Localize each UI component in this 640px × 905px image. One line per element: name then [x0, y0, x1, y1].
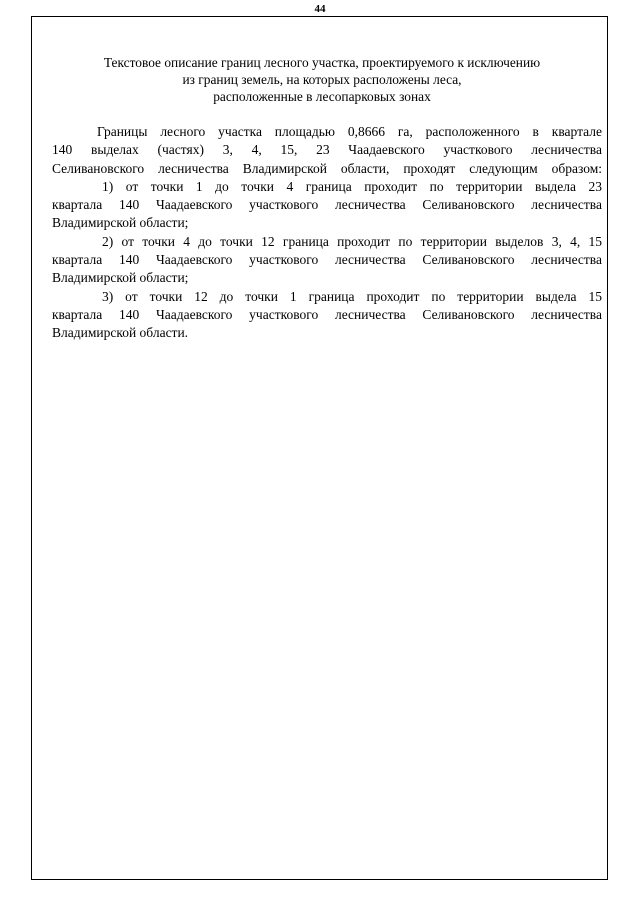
intro-paragraph [52, 123, 602, 178]
item-2-line-1: 2) от точки 4 до точки 12 граница проходит по территории выделов 3, 4, 15 [102, 233, 602, 249]
item-2-line-2: квартала 140 Чаадаевского участкового лесничества Селивановского лесничества [52, 252, 602, 268]
item-2-line-3: Владимирской области; [52, 270, 189, 286]
item-3-line-2: квартала 140 Чаадаевского участкового лесничества Селивановского лесничества [52, 306, 602, 322]
intro-line-2: 140 выделах (частях) 3, 4, 15, 23 Чаадаевского участкового лесничества [52, 142, 602, 158]
title-line-1: Текстовое описание границ лесного участка, проектируемого к исключению [103, 55, 541, 70]
item-1-line-2: квартала 140 Чаадаевского участкового лесничества Селивановского лесничества [52, 197, 602, 213]
item-1-line-3: Владимирской области; [52, 215, 189, 231]
boundary-item-2 [52, 233, 602, 288]
title-line-2: из границ земель, на которых расположены леса, [182, 72, 462, 87]
document-body [52, 123, 602, 343]
title-line-3: расположенные в лесопарковых зонах [213, 89, 431, 104]
page-number: 44 [314, 3, 326, 15]
boundary-item-3 [52, 288, 602, 343]
intro-line-3: Селивановского лесничества Владимирской области, проходят следующим образом: [52, 160, 602, 176]
intro-line-1: Границы лесного участка площадью 0,8666 га, расположенного в квартале [97, 124, 602, 139]
item-1-line-1: 1) от точки 1 до точки 4 граница проходит по территории выдела 23 [102, 178, 602, 194]
boundary-item-1 [52, 178, 602, 233]
item-3-line-3: Владимирской области. [52, 325, 189, 341]
document-title [60, 54, 584, 105]
item-3-line-1: 3) от точки 12 до точки 1 граница проходит по территории выдела 15 [102, 288, 602, 304]
